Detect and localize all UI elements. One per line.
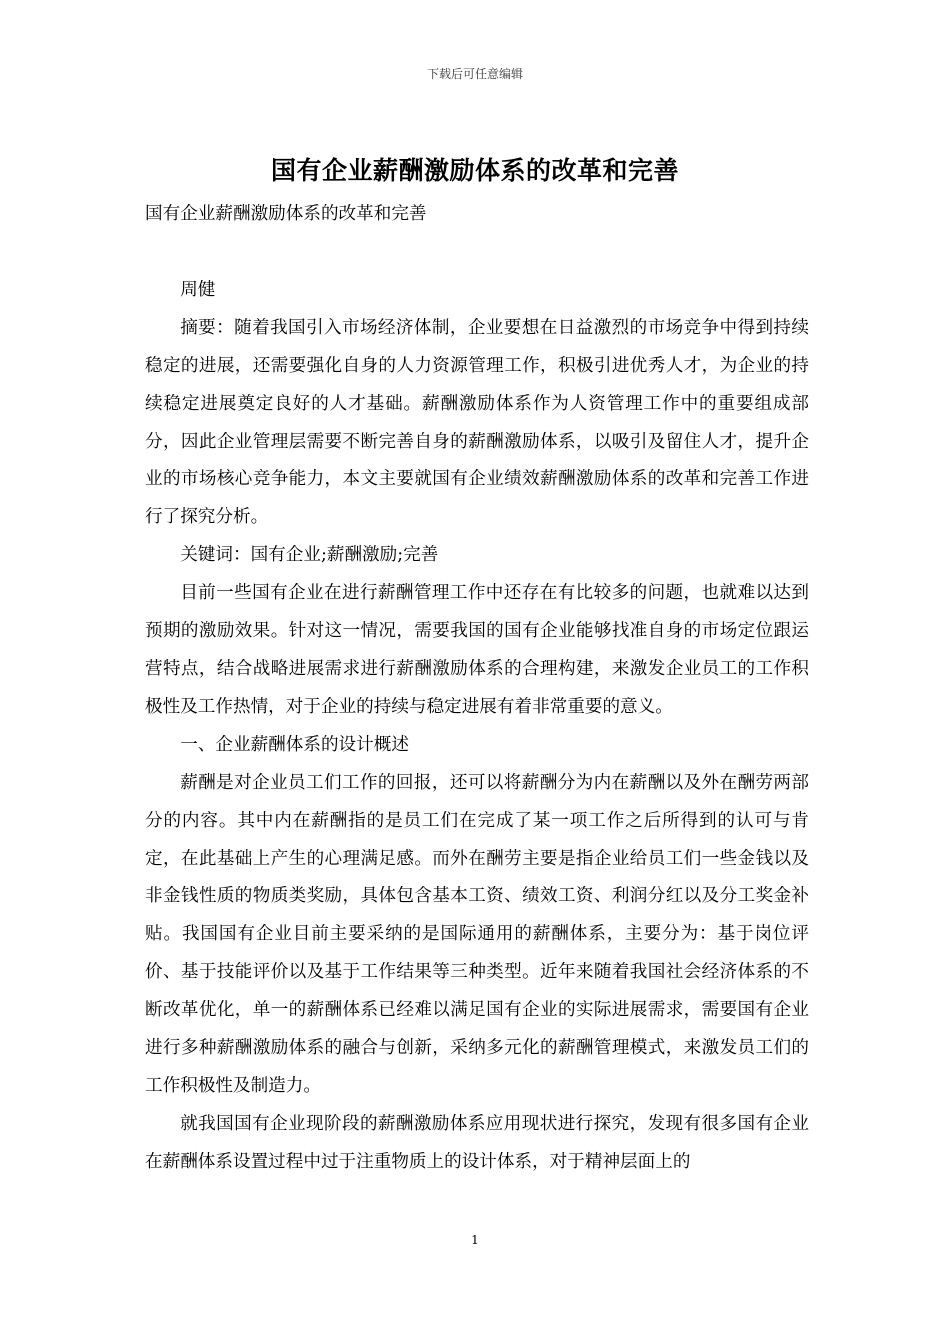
- abstract-paragraph: 摘要：随着我国引入市场经济体制，企业要想在日益激烈的市场竞争中得到持续稳定的进展，还需要强化自身的人力资源管理工作，积极引进优秀人才，为企业的持续稳定进展奠定良好的人才基础。薪酬激励体系作为人资管理工作中的重要组成部分，因此企业管理层需要不断完善自身的薪酬激励体系，以吸引及留住人才，提升企业的市场核心竞争能力，本文主要就国有企业绩效薪酬激励体系的改革和完善工作进行了探究分析。: [145, 317, 809, 528]
- document-body: [145, 196, 809, 1182]
- page-header-note: 下载后可任意编辑: [426, 67, 523, 81]
- body-paragraph: 薪酬是对企业员工们工作的回报，还可以将薪酬分为内在薪酬以及外在酬劳两部分的内容。其中内在薪酬指的是员工们在完成了某一项工作之后所得到的认可与肯定，在此基础上产生的心理满足感。而外在酬劳主要是指企业给员工们一些金钱以及非金钱性质的物质类奖励，具体包含基本工资、绩效工资、利润分红以及分工奖金补贴。我国国有企业目前主要采纳的是国际通用的薪酬体系，主要分为：基于岗位评价、基于技能评价以及基于工作结果等三种类型。近年来随着我国社会经济体系的不断改革优化，单一的薪酬体系已经难以满足国有企业的实际进展需求，需要国有企业进行多种薪酬激励体系的融合与创新，采纳多元化的薪酬管理模式，来激发员工们的工作积极性及制造力。: [145, 772, 809, 1096]
- page-number: 1: [471, 1233, 479, 1247]
- keywords-line: 关键词：国有企业;薪酬激励;完善: [180, 545, 439, 566]
- document-subtitle: 国有企业薪酬激励体系的改革和完善: [145, 204, 427, 224]
- body-paragraph: 目前一些国有企业在进行薪酬管理工作中还存在有比较多的问题，也就难以达到预期的激励效果。针对这一情况，需要我国的国有企业能够找准自身的市场定位跟运营特点，结合战略进展需求进行薪酬激励体系的合理构建，来激发企业员工的工作积极性及工作热情，对于企业的持续与稳定进展有着非常重要的意义。: [145, 583, 809, 717]
- body-paragraph: 就我国国有企业现阶段的薪酬激励体系应用现状进行探究，发现有很多国有企业在薪酬体系设置过程中过于注重物质上的设计体系，对于精神层面上的: [145, 1113, 809, 1172]
- section-heading: 一、企业薪酬体系的设计概述: [180, 734, 409, 755]
- author-name: 周健: [180, 279, 216, 300]
- document-title: 国有企业薪酬激励体系的改革和完善: [270, 156, 679, 185]
